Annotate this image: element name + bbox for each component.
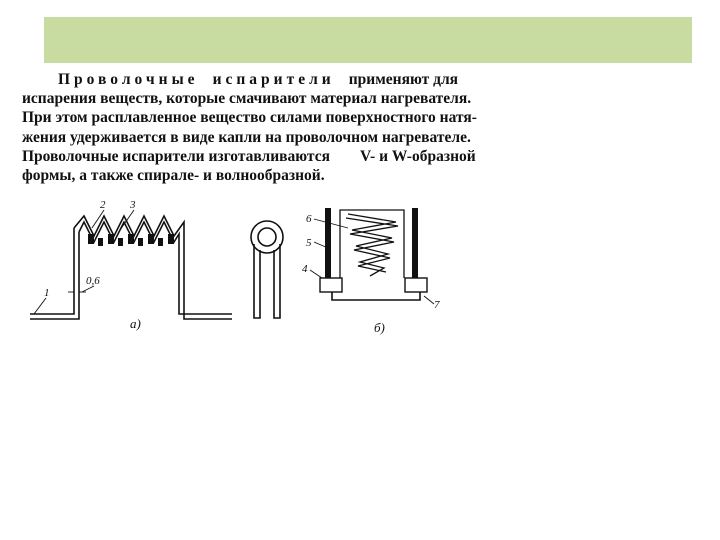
- spaced-term: Проволочные: [58, 71, 199, 88]
- text-line: При этом расплавленное вещество силами поверхностного натя-: [22, 109, 477, 127]
- body-text: [22, 70, 562, 185]
- text-line: [22, 147, 562, 166]
- caption-b: б): [374, 320, 385, 335]
- label-3: 3: [130, 199, 136, 211]
- label-1: 1: [44, 287, 50, 299]
- text-fragment: применяют для: [348, 71, 459, 88]
- evaporator-drawing: [22, 192, 452, 352]
- label-2: 2: [100, 199, 106, 211]
- wire-evaporator-a: [30, 216, 232, 319]
- spiral-evaporator-b: [320, 208, 427, 300]
- label-7: 7: [434, 299, 440, 311]
- text-fragment: V- и W-образной: [360, 147, 476, 165]
- wire-side-view: [251, 221, 283, 318]
- title-bar: [44, 17, 692, 63]
- evaporant-blocks: [88, 234, 174, 246]
- text-line: испарения веществ, которые смачивают материал нагревателя.: [22, 90, 472, 108]
- text-line: [22, 70, 562, 89]
- dimension-label: 0,6: [86, 275, 100, 287]
- text-fragment: Проволочные испарители изготавливаются: [22, 147, 330, 165]
- text-line: жения удерживается в виде капли на проволочном нагревателе.: [22, 128, 471, 146]
- spaced-term: испарители: [212, 71, 335, 88]
- caption-a: а): [130, 316, 141, 331]
- evaporator-figure: [22, 192, 452, 352]
- text-line: формы, а также спирале- и волнообразной.: [22, 167, 325, 185]
- label-4: 4: [302, 263, 308, 275]
- label-6: 6: [306, 213, 312, 225]
- label-5: 5: [306, 237, 312, 249]
